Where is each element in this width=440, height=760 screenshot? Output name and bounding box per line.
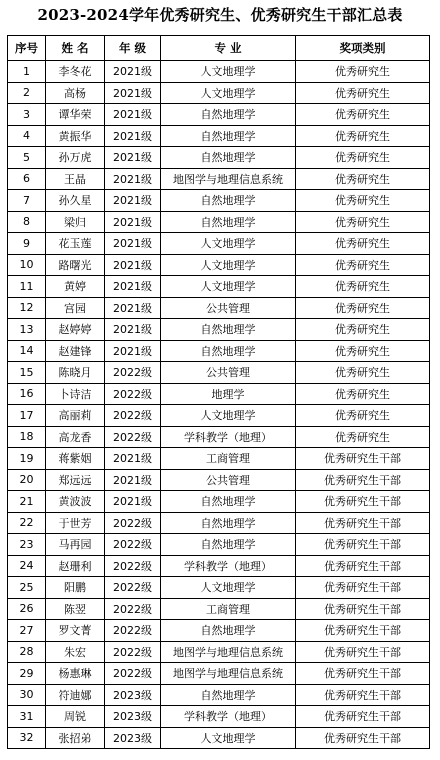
- cell-award-category: 优秀研究生干部: [296, 555, 430, 577]
- cell-name: 梁归: [46, 211, 105, 233]
- table-row: [8, 297, 430, 319]
- cell-grade: 2022级: [105, 426, 161, 448]
- cell-serial-number: 30: [8, 684, 46, 706]
- cell-grade: 2021级: [105, 168, 161, 190]
- cell-name: 张招弟: [46, 727, 105, 749]
- cell-serial-number: 9: [8, 233, 46, 255]
- cell-grade: 2021级: [105, 125, 161, 147]
- cell-major: 自然地理学: [161, 491, 296, 513]
- cell-name: 高杨: [46, 82, 105, 104]
- cell-award-category: 优秀研究生干部: [296, 512, 430, 534]
- cell-award-category: 优秀研究生: [296, 254, 430, 276]
- cell-major: 公共管理: [161, 362, 296, 384]
- cell-award-category: 优秀研究生: [296, 297, 430, 319]
- cell-serial-number: 27: [8, 620, 46, 642]
- cell-serial-number: 24: [8, 555, 46, 577]
- cell-serial-number: 28: [8, 641, 46, 663]
- cell-major: 工商管理: [161, 448, 296, 470]
- cell-grade: 2022级: [105, 405, 161, 427]
- cell-serial-number: 5: [8, 147, 46, 169]
- cell-serial-number: 1: [8, 61, 46, 83]
- cell-name: 陈晓月: [46, 362, 105, 384]
- cell-grade: 2022级: [105, 620, 161, 642]
- cell-name: 符迪娜: [46, 684, 105, 706]
- cell-name: 黄波波: [46, 491, 105, 513]
- cell-serial-number: 10: [8, 254, 46, 276]
- table-row: [8, 534, 430, 556]
- table-row: [8, 168, 430, 190]
- cell-award-category: 优秀研究生干部: [296, 448, 430, 470]
- cell-award-category: 优秀研究生: [296, 340, 430, 362]
- cell-name: 路曙光: [46, 254, 105, 276]
- cell-award-category: 优秀研究生干部: [296, 727, 430, 749]
- cell-grade: 2023级: [105, 706, 161, 728]
- cell-name: 蒋紫姻: [46, 448, 105, 470]
- cell-major: 自然地理学: [161, 147, 296, 169]
- cell-grade: 2022级: [105, 362, 161, 384]
- cell-name: 赵建锋: [46, 340, 105, 362]
- cell-name: 高龙香: [46, 426, 105, 448]
- award-summary-table: [7, 35, 430, 749]
- cell-name: 花玉莲: [46, 233, 105, 255]
- cell-serial-number: 16: [8, 383, 46, 405]
- cell-major: 公共管理: [161, 297, 296, 319]
- cell-name: 杨惠琳: [46, 663, 105, 685]
- table-row: [8, 448, 430, 470]
- cell-serial-number: 13: [8, 319, 46, 341]
- cell-name: 卜诗洁: [46, 383, 105, 405]
- cell-award-category: 优秀研究生: [296, 362, 430, 384]
- cell-serial-number: 21: [8, 491, 46, 513]
- cell-grade: 2021级: [105, 340, 161, 362]
- cell-major: 人文地理学: [161, 233, 296, 255]
- table-row: [8, 663, 430, 685]
- cell-award-category: 优秀研究生干部: [296, 641, 430, 663]
- cell-name: 于世芳: [46, 512, 105, 534]
- cell-grade: 2022级: [105, 534, 161, 556]
- table-row: [8, 125, 430, 147]
- cell-serial-number: 3: [8, 104, 46, 126]
- cell-major: 地图学与地理信息系统: [161, 168, 296, 190]
- cell-grade: 2022级: [105, 383, 161, 405]
- table-row: [8, 340, 430, 362]
- cell-award-category: 优秀研究生干部: [296, 706, 430, 728]
- header-name: 姓 名: [46, 36, 105, 61]
- table-header-row: [8, 36, 430, 61]
- cell-serial-number: 8: [8, 211, 46, 233]
- cell-serial-number: 7: [8, 190, 46, 212]
- cell-serial-number: 11: [8, 276, 46, 298]
- cell-grade: 2022级: [105, 577, 161, 599]
- table-body: [8, 61, 430, 749]
- table-row: [8, 491, 430, 513]
- cell-grade: 2021级: [105, 61, 161, 83]
- table-row: [8, 147, 430, 169]
- cell-name: 孙万虎: [46, 147, 105, 169]
- cell-major: 自然地理学: [161, 319, 296, 341]
- cell-grade: 2023级: [105, 727, 161, 749]
- cell-name: 罗文菁: [46, 620, 105, 642]
- cell-grade: 2021级: [105, 104, 161, 126]
- table-row: [8, 383, 430, 405]
- cell-name: 朱宏: [46, 641, 105, 663]
- cell-major: 工商管理: [161, 598, 296, 620]
- cell-name: 孙久星: [46, 190, 105, 212]
- cell-award-category: 优秀研究生: [296, 233, 430, 255]
- table-row: [8, 233, 430, 255]
- cell-grade: 2021级: [105, 82, 161, 104]
- cell-major: 人文地理学: [161, 276, 296, 298]
- table-row: [8, 426, 430, 448]
- cell-serial-number: 14: [8, 340, 46, 362]
- cell-grade: 2023级: [105, 684, 161, 706]
- cell-serial-number: 25: [8, 577, 46, 599]
- cell-major: 地图学与地理信息系统: [161, 663, 296, 685]
- cell-grade: 2021级: [105, 211, 161, 233]
- table-row: [8, 211, 430, 233]
- cell-serial-number: 20: [8, 469, 46, 491]
- cell-name: 郑远远: [46, 469, 105, 491]
- cell-serial-number: 19: [8, 448, 46, 470]
- cell-major: 人文地理学: [161, 82, 296, 104]
- cell-name: 谭华荣: [46, 104, 105, 126]
- cell-serial-number: 23: [8, 534, 46, 556]
- cell-award-category: 优秀研究生: [296, 426, 430, 448]
- cell-major: 自然地理学: [161, 534, 296, 556]
- cell-serial-number: 29: [8, 663, 46, 685]
- table-row: [8, 254, 430, 276]
- cell-major: 公共管理: [161, 469, 296, 491]
- table-row: [8, 727, 430, 749]
- cell-serial-number: 17: [8, 405, 46, 427]
- cell-award-category: 优秀研究生干部: [296, 469, 430, 491]
- cell-award-category: 优秀研究生: [296, 82, 430, 104]
- table-row: [8, 641, 430, 663]
- cell-name: 李冬花: [46, 61, 105, 83]
- cell-grade: 2021级: [105, 297, 161, 319]
- table-row: [8, 276, 430, 298]
- cell-major: 人文地理学: [161, 577, 296, 599]
- cell-grade: 2021级: [105, 233, 161, 255]
- header-award-category: 奖项类别: [296, 36, 430, 61]
- table-row: [8, 555, 430, 577]
- cell-major: 自然地理学: [161, 340, 296, 362]
- cell-award-category: 优秀研究生: [296, 61, 430, 83]
- cell-grade: 2021级: [105, 469, 161, 491]
- cell-grade: 2021级: [105, 276, 161, 298]
- cell-major: 地图学与地理信息系统: [161, 641, 296, 663]
- cell-name: 高丽莉: [46, 405, 105, 427]
- table-row: [8, 61, 430, 83]
- cell-major: 人文地理学: [161, 254, 296, 276]
- header-major: 专 业: [161, 36, 296, 61]
- cell-name: 赵珊利: [46, 555, 105, 577]
- cell-major: 自然地理学: [161, 620, 296, 642]
- cell-serial-number: 15: [8, 362, 46, 384]
- cell-major: 人文地理学: [161, 405, 296, 427]
- table-row: [8, 469, 430, 491]
- cell-award-category: 优秀研究生干部: [296, 598, 430, 620]
- header-serial-number: 序号: [8, 36, 46, 61]
- cell-major: 地理学: [161, 383, 296, 405]
- table-row: [8, 706, 430, 728]
- cell-award-category: 优秀研究生干部: [296, 620, 430, 642]
- cell-name: 马再园: [46, 534, 105, 556]
- cell-award-category: 优秀研究生: [296, 147, 430, 169]
- cell-award-category: 优秀研究生: [296, 104, 430, 126]
- cell-grade: 2021级: [105, 319, 161, 341]
- cell-award-category: 优秀研究生: [296, 405, 430, 427]
- table-row: [8, 620, 430, 642]
- table-row: [8, 104, 430, 126]
- cell-grade: 2021级: [105, 190, 161, 212]
- cell-award-category: 优秀研究生: [296, 383, 430, 405]
- cell-serial-number: 32: [8, 727, 46, 749]
- cell-name: 黄婷: [46, 276, 105, 298]
- cell-major: 人文地理学: [161, 727, 296, 749]
- cell-serial-number: 12: [8, 297, 46, 319]
- cell-name: 阳鹏: [46, 577, 105, 599]
- cell-major: 自然地理学: [161, 190, 296, 212]
- table-row: [8, 598, 430, 620]
- cell-award-category: 优秀研究生干部: [296, 663, 430, 685]
- cell-major: 学科教学（地理）: [161, 555, 296, 577]
- cell-serial-number: 6: [8, 168, 46, 190]
- cell-grade: 2022级: [105, 641, 161, 663]
- cell-major: 自然地理学: [161, 125, 296, 147]
- cell-grade: 2021级: [105, 254, 161, 276]
- cell-serial-number: 22: [8, 512, 46, 534]
- cell-award-category: 优秀研究生: [296, 168, 430, 190]
- table-row: [8, 405, 430, 427]
- table-row: [8, 190, 430, 212]
- cell-grade: 2022级: [105, 555, 161, 577]
- cell-name: 周锐: [46, 706, 105, 728]
- table-row: [8, 684, 430, 706]
- cell-major: 自然地理学: [161, 211, 296, 233]
- cell-grade: 2022级: [105, 663, 161, 685]
- cell-serial-number: 2: [8, 82, 46, 104]
- cell-serial-number: 18: [8, 426, 46, 448]
- cell-major: 人文地理学: [161, 61, 296, 83]
- header-grade: 年 级: [105, 36, 161, 61]
- cell-award-category: 优秀研究生: [296, 211, 430, 233]
- table-row: [8, 362, 430, 384]
- cell-award-category: 优秀研究生: [296, 276, 430, 298]
- cell-major: 自然地理学: [161, 104, 296, 126]
- cell-grade: 2022级: [105, 598, 161, 620]
- cell-grade: 2021级: [105, 491, 161, 513]
- cell-award-category: 优秀研究生: [296, 319, 430, 341]
- cell-award-category: 优秀研究生干部: [296, 577, 430, 599]
- cell-name: 宫园: [46, 297, 105, 319]
- cell-name: 赵婷婷: [46, 319, 105, 341]
- document-title: 2023-2024学年优秀研究生、优秀研究生干部汇总表: [37, 6, 403, 24]
- cell-grade: 2022级: [105, 512, 161, 534]
- cell-major: 学科教学（地理）: [161, 426, 296, 448]
- cell-name: 陈翌: [46, 598, 105, 620]
- cell-award-category: 优秀研究生干部: [296, 491, 430, 513]
- cell-major: 学科教学（地理）: [161, 706, 296, 728]
- cell-award-category: 优秀研究生: [296, 125, 430, 147]
- cell-award-category: 优秀研究生: [296, 190, 430, 212]
- cell-serial-number: 4: [8, 125, 46, 147]
- cell-grade: 2021级: [105, 448, 161, 470]
- cell-serial-number: 26: [8, 598, 46, 620]
- cell-name: 王晶: [46, 168, 105, 190]
- cell-major: 自然地理学: [161, 512, 296, 534]
- cell-award-category: 优秀研究生干部: [296, 534, 430, 556]
- table-row: [8, 577, 430, 599]
- cell-major: 自然地理学: [161, 684, 296, 706]
- cell-award-category: 优秀研究生干部: [296, 684, 430, 706]
- cell-serial-number: 31: [8, 706, 46, 728]
- table-row: [8, 512, 430, 534]
- cell-name: 黄振华: [46, 125, 105, 147]
- table-row: [8, 319, 430, 341]
- table-row: [8, 82, 430, 104]
- cell-grade: 2021级: [105, 147, 161, 169]
